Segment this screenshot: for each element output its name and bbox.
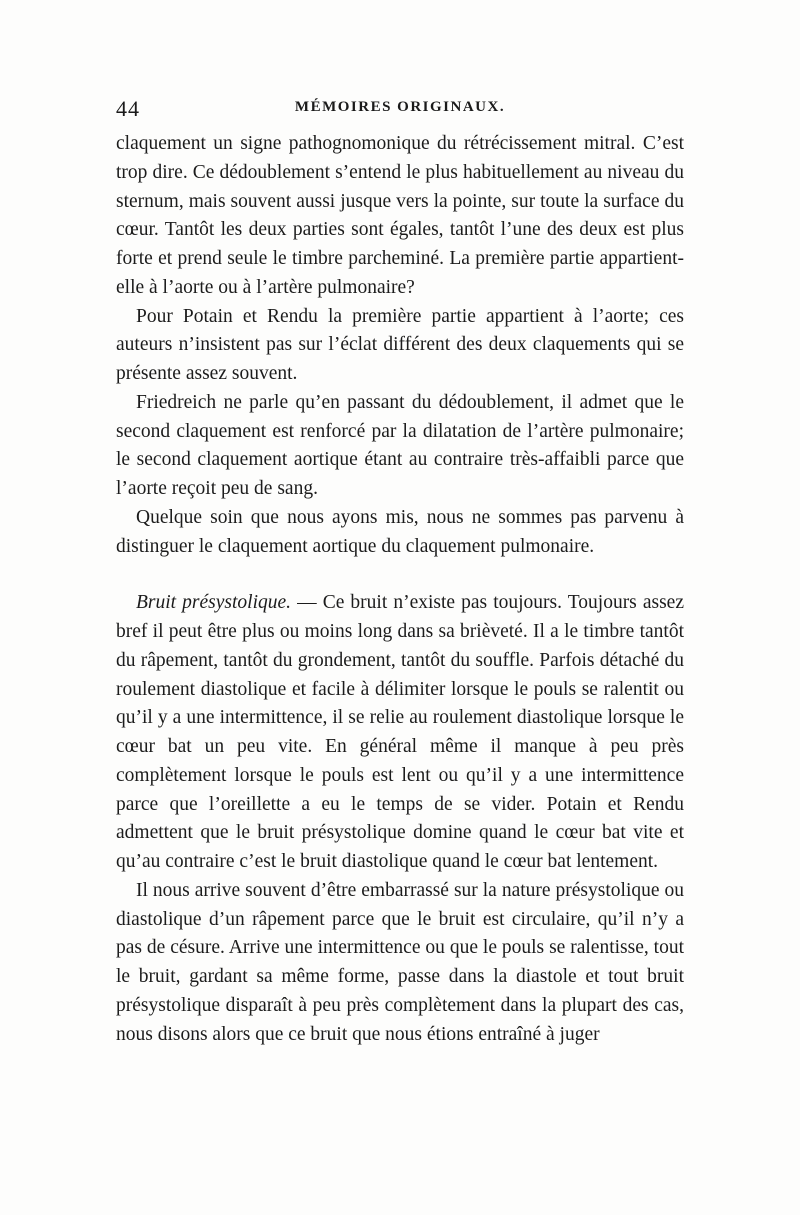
section-title: Bruit présystolique. — [136, 592, 292, 614]
body-text — [116, 130, 684, 1049]
section-paragraph-presystolique — [116, 589, 684, 877]
page-header — [116, 96, 684, 126]
paragraph-embarrasse: Il nous arrive souvent d’être embarrassé sur la nature présystolique ou diastolique d’un râpement parce que le bruit est circulaire, qu’il n’y a pas de césure. Arrive une intermittence ou que le pouls se ralentisse, tout le bruit, gardant sa même forme, passe dans la diastole et tout bruit présystolique disparaît à peu près complètement dans la plupart des cas, nous disons alors que ce bruit que nous étions entraîné à juger — [116, 879, 684, 1045]
section-gap — [116, 561, 684, 589]
running-head: MÉMOIRES ORIGINAUX. — [294, 99, 506, 115]
paragraph-quelque-soin: Quelque soin que nous ayons mis, nous ne sommes pas parvenu à distinguer le claquement aortique du claquement pulmonaire. — [116, 506, 684, 557]
paragraph-friedreich: Friedreich ne parle qu’en passant du dédoublement, il admet que le second claquement est renforcé par la dilatation de l’artère pulmonaire; le second claquement aortique étant au contraire très-affaibli parce que l’aorte reçoit peu de sang. — [116, 391, 684, 499]
section-text: Ce bruit n’existe pas toujours. Toujours assez bref il peut être plus ou moins long dans sa brièveté. Il a le timbre tantôt du râpement, tantôt du grondement, tantôt du souffle. Parfois détaché du roulement diastolique et facile à délimiter lorsque le pouls se ralentit ou qu’il y a une intermittence, il se relie au roulement diastolique lorsque le cœur bat un peu vite. En général même il manque à peu près complètement lorsque le pouls est lent ou qu’il y a une intermittence parce que l’oreillette a eu le temps de se vider. Potain et Rendu admettent que le bruit présystolique domine quand le cœur bat vite et qu’au contraire c’est le bruit diastolique quand le cœur bat lentement. — [116, 592, 684, 872]
paragraph-potain-rendu: Pour Potain et Rendu la première partie appartient à l’aorte; ces auteurs n’insistent pas sur l’éclat différent des deux claquements qui se présente assez souvent. — [116, 305, 684, 384]
section-dash: — — [291, 592, 323, 614]
page-number: 44 — [116, 96, 140, 121]
paragraph-continuation: claquement un signe pathognomonique du rétrécissement mitral. C’est trop dire. Ce dédoublement s’entend le plus habituellement au niveau du sternum, mais souvent aussi jusque vers la pointe, sur toute la surface du cœur. Tantôt les deux parties sont égales, tantôt l’une des deux est plus forte et prend seule le timbre parcheminé. La première partie appartient-elle à l’aorte ou à l’artère pulmonaire? — [116, 133, 684, 298]
